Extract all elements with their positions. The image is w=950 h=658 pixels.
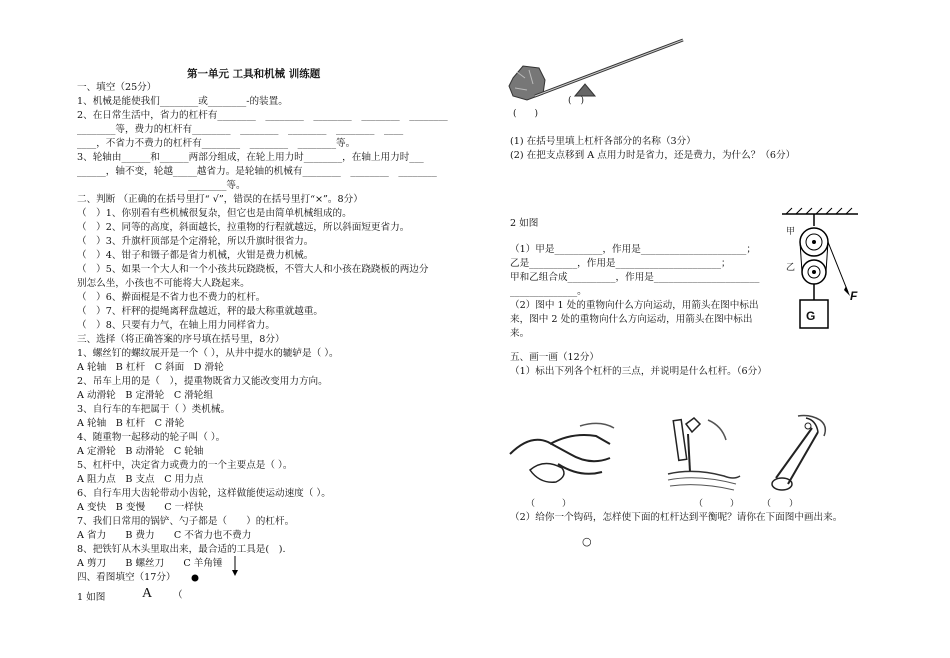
- judge-8: （ ）8、只要有力气，在轴上用力同样省力。: [77, 320, 275, 331]
- page-title: 第一单元 工具和机械 训练题: [187, 68, 321, 80]
- choice-8: 8、把铁钉从木头里取出来，最合适的工具是( ).: [77, 544, 286, 555]
- hammer-nail-figure: [664, 414, 744, 494]
- choice-1-options: A 轮轴 B 杠杆 C 斜面 D 滑轮: [77, 362, 224, 373]
- choice-3-options: A 轮轴 B 杠杆 C 滑轮: [77, 418, 185, 429]
- choice-2-options: A 动滑轮 B 定滑轮 C 滑轮组: [77, 390, 213, 401]
- judge-3: （ ）3、升旗杆顶部是个定滑轮，所以升旗时很省力。: [77, 236, 314, 247]
- judge-5-line1: （ ）5、如果一个大人和一个小孩共玩跷跷板，不管大人和小孩在跷跷板的两边分: [77, 264, 429, 275]
- judge-4: （ ）4、钳子和镊子都是省力机械，火钳是费力机械。: [77, 250, 314, 261]
- lever-paren-fulcrum: ( ): [568, 96, 585, 106]
- lever-rock-figure: [505, 38, 705, 118]
- pulley-q1-line1: （1）甲是__________，作用是______________________；: [510, 244, 756, 255]
- choice-5: 5、杠杆中，决定省力或费力的一个主要点是（ ）。: [77, 460, 293, 471]
- judge-7: （ ）7、杆秤的提绳离秤盘越近，秤的最大称重就越重。: [77, 306, 323, 317]
- choice-7-options: A 省力 B 费力 C 不省力也不费力: [77, 530, 252, 541]
- section-judge: 二、判断 （正确的在括号里打“ √”，错误的在括号里打“×”。8分）: [77, 194, 363, 205]
- pliers-hand-figure: [510, 414, 616, 494]
- pulley-yi-label: 乙: [786, 263, 796, 273]
- fill-q3-line1: 3、轮轴由______和______两部分组成，在轮上用力时________，在轴上用力时___: [77, 152, 424, 163]
- choice-1: 1、螺丝钉的螺纹展开是一个（ ），从井中提水的辘轳是（ ）。: [77, 348, 339, 359]
- weight-g-label: G: [806, 309, 816, 323]
- choice-8-options: A 剪刀 B 螺丝刀 C 羊角锤: [77, 558, 223, 569]
- choice-2: 2、吊车上用的是（ ），提重物既省力又能改变用力方向。: [77, 376, 328, 387]
- section-choice: 三、选择（将正确答案的序号填在括号里，8分）: [77, 334, 285, 345]
- choice-7: 7、我们日常用的锅铲、勺子都是（ ）的杠杆。: [77, 516, 295, 527]
- pulley-q1-line3: 甲和乙组合成__________，作用是______________________: [510, 272, 760, 283]
- fill-q3-line2: ______，轴不变，轮越_____越省力。是轮轴的机械有________ ________ ________: [77, 166, 437, 177]
- pulley-q1-line2: 乙是__________，作用是______________________；: [510, 258, 731, 269]
- choice-5-options: A 阻力点 B 支点 C 用力点: [77, 474, 204, 485]
- figure1-paren: （: [173, 590, 183, 601]
- choice-4: 4、随重物一起移动的轮子叫（ ）。: [77, 432, 226, 443]
- force-f-label: F: [850, 289, 858, 303]
- tool-paren-3: （ ）: [762, 499, 799, 509]
- tool-paren-1: （ ）: [526, 499, 572, 509]
- pulley-q2-line3: 来。: [510, 328, 530, 339]
- hook-circle-icon: ○: [582, 535, 592, 548]
- section-draw: 五、画一画（12分）: [510, 352, 599, 363]
- choice-6: 6、自行车用大齿轮带动小齿轮，这样做能使运动速度（ ）。: [77, 488, 331, 499]
- lever-q1: (1) 在括号里填上杠杆各部分的名称（3分）: [510, 136, 696, 147]
- choice-4-options: A 定滑轮 B 动滑轮 C 轮轴: [77, 446, 204, 457]
- fill-q2-line1: 2、在日常生活中，省力的杠杆有________ ________ ________ ________ ________: [77, 110, 448, 121]
- choice-3: 3、自行车的车把属于（ ）类机械。: [77, 404, 231, 415]
- judge-2: （ ）2、同等的高度，斜面越长，拉重物的行程就越远，所以斜面短更省力。: [77, 222, 410, 233]
- judge-6: （ ）6、擀面棍是不省力也不费力的杠杆。: [77, 292, 266, 303]
- weight-dot-icon: [190, 573, 200, 583]
- choice-6-options: A 变快 B 变慢 C 一样快: [77, 502, 204, 513]
- figure2-label: 2 如图: [510, 218, 539, 229]
- fill-q1: 1、机械是能使我们________或________-的装置。: [77, 96, 288, 107]
- draw-q2: （2）给你一个钩码，怎样使下面的杠杆达到平衡呢？请你在下面图中画出来。: [510, 512, 843, 523]
- draw-q1: （1）标出下列各个杠杆的三点，并说明是什么杠杆。（6分）: [510, 366, 767, 377]
- judge-1: （ ）1、你别看有些机械很复杂，但它也是由简单机械组成的。: [77, 208, 352, 219]
- arrow-down-icon: [230, 556, 240, 580]
- fill-q2-line3: ____，不省力不费力的杠杆有________ ________ ________等。: [77, 138, 356, 149]
- nutcracker-figure: [758, 414, 838, 494]
- judge-5-line2: 别怎么坐，小孩也不可能将大人跷起来。: [77, 278, 250, 289]
- fill-q3-line3: ________等。: [188, 180, 246, 191]
- point-a-label: A: [142, 586, 153, 601]
- lever-q2: (2) 在把支点移到 A 点用力时是省力，还是费力，为什么？（6分）: [510, 150, 796, 161]
- section-figure: 四、看图填空（17分）: [77, 572, 176, 583]
- fill-q2-line2: ________等，费力的杠杆有________ ________ ________ ________ ____: [77, 124, 404, 135]
- pulley-system-figure: [778, 204, 868, 344]
- pulley-q2-line1: （2）图中 1 处的重物向什么方向运动，用箭头在图中标出: [510, 300, 759, 311]
- pulley-q2-line2: 来，图中 2 处的重物向什么方向运动，用箭头在图中标出: [510, 314, 753, 325]
- lever-paren-load: ( ): [513, 109, 539, 119]
- pulley-q1-line4: ______________。: [510, 286, 587, 297]
- tool-paren-2: （ ）: [694, 499, 740, 509]
- figure1-label: 1 如图: [77, 592, 106, 603]
- pulley-jia-label: 甲: [786, 227, 796, 237]
- section-fill-blank: 一、填空（25分）: [77, 82, 157, 93]
